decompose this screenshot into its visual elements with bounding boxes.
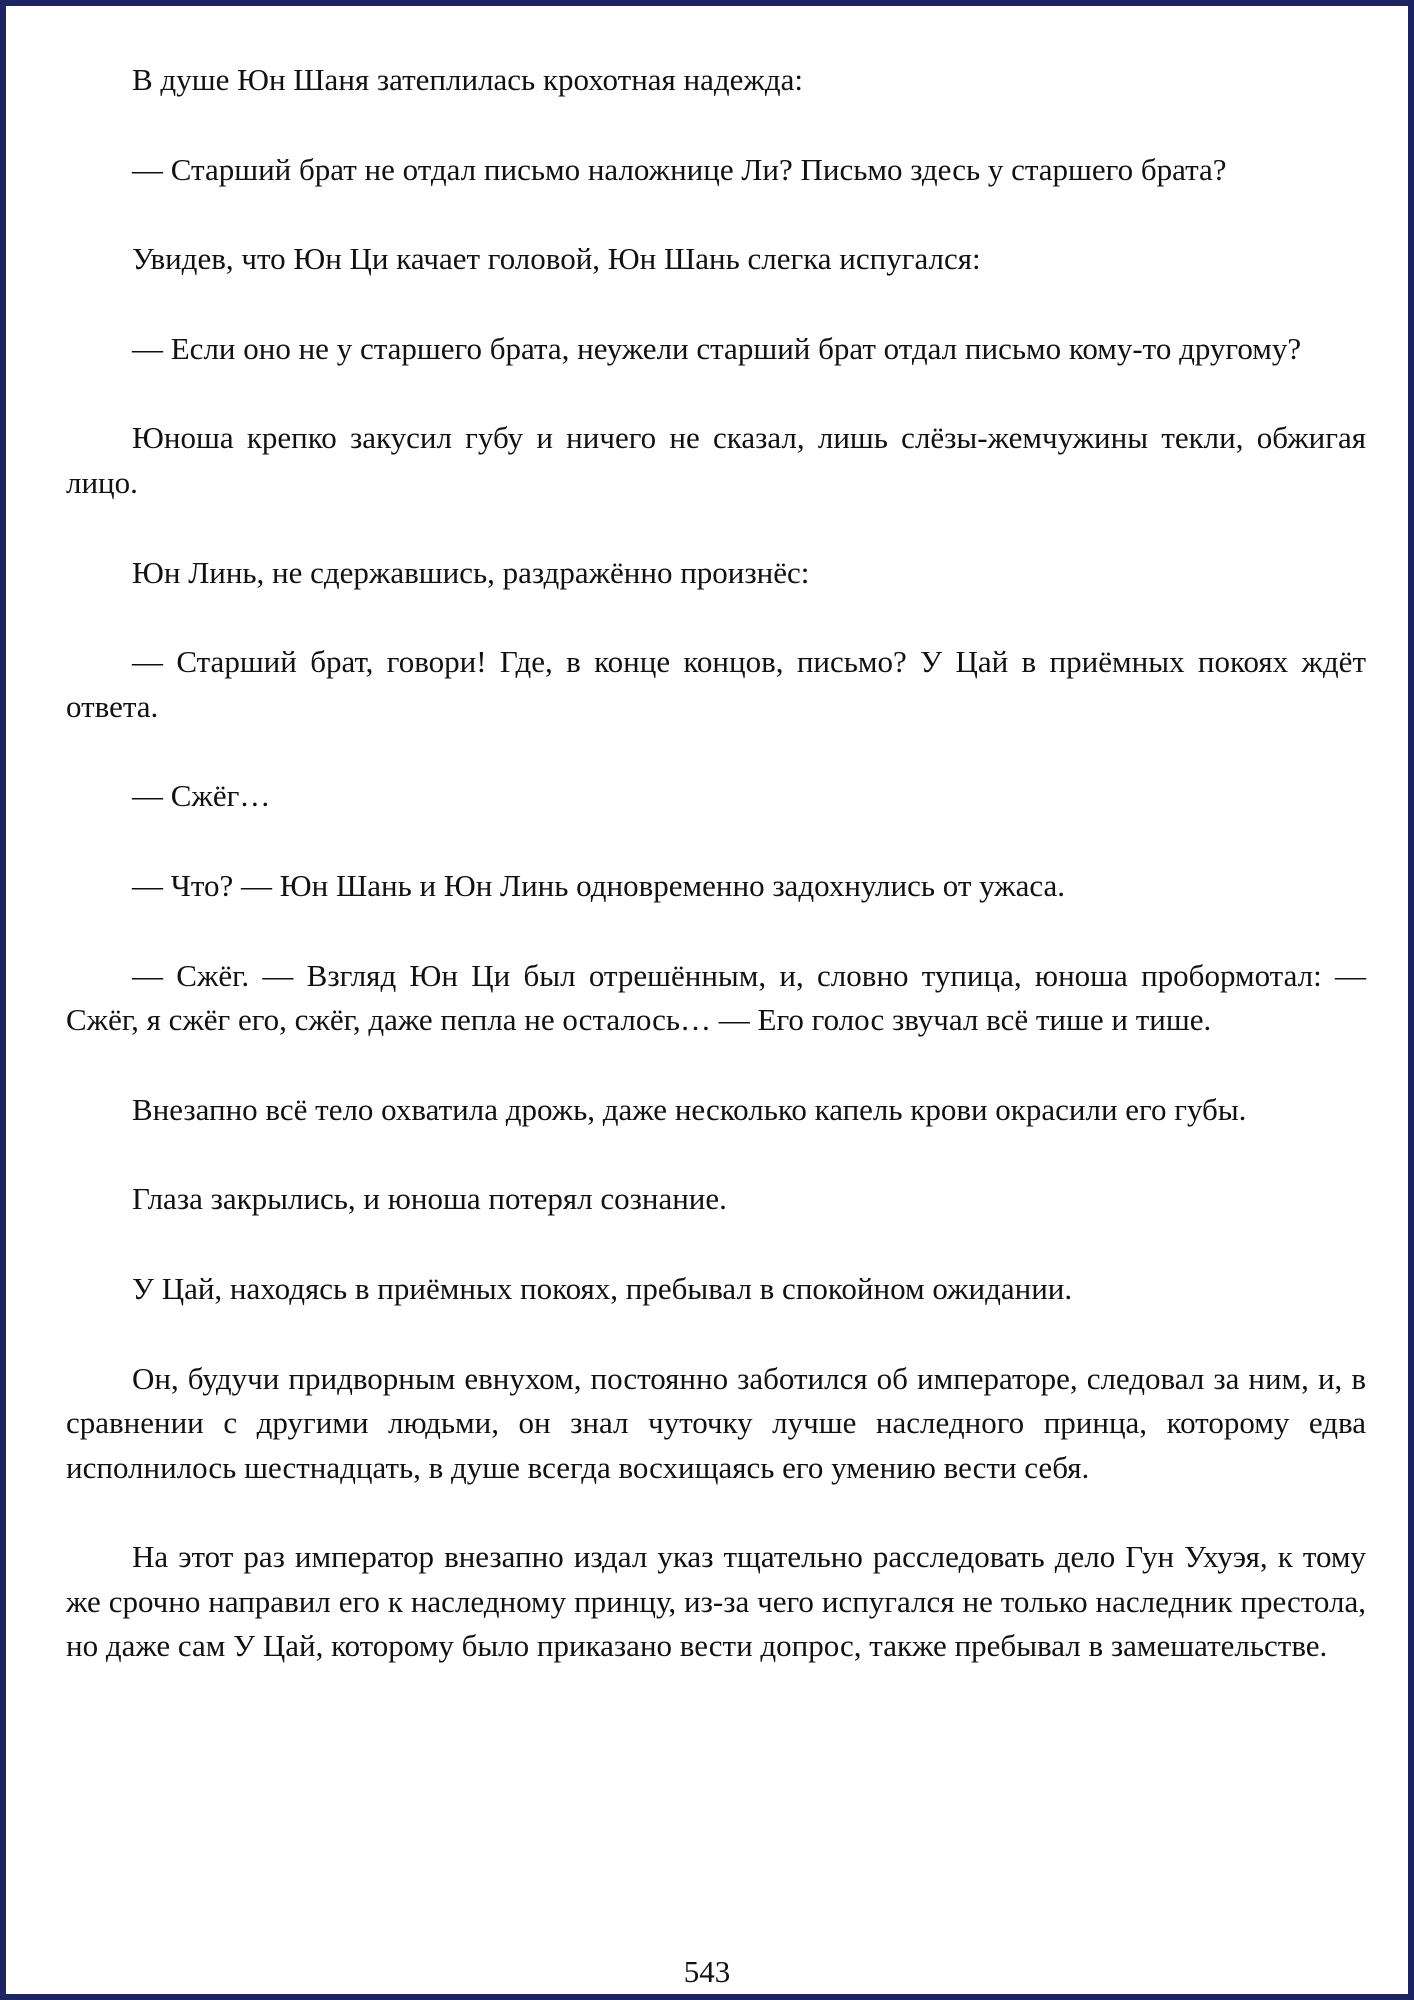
paragraph: — Если оно не у старшего брата, неужели старший брат отдал письмо кому-то другому? [132, 330, 1302, 366]
paragraph: Увидев, что Юн Ци качает головой, Юн Шань слегка испугался: [132, 241, 981, 277]
paragraph: — Сжёг… [132, 778, 271, 814]
paragraph: Юн Линь, не сдержавшись, раздражённо произнёс: [132, 554, 810, 590]
page-number: 543 [683, 1954, 731, 1989]
paragraph: — Старший брат не отдал письмо наложнице Ли? Письмо здесь у старшего брата? [132, 151, 1227, 187]
paragraph: Внезапно всё тело охватила дрожь, даже несколько капель крови окрасили его губы. [132, 1091, 1247, 1127]
paragraph: В душе Юн Шаня затеплилась крохотная надежда: [132, 62, 803, 97]
paragraph: На этот раз император внезапно издал указ тщательно расследовать дело Гун Ухуэя, к тому же срочно направил его к наследному принцу, из-за чего испугался не только наследник престола, но даже сам У Цай, которому было приказано вести допрос, также пребывал в замешательстве. [66, 1539, 1366, 1664]
page-text [66, 58, 1366, 1714]
paragraph: Глаза закрылись, и юноша потерял сознание. [132, 1181, 727, 1217]
paragraph: У Цай, находясь в приёмных покоях, пребывал в спокойном ожидании. [132, 1270, 1073, 1306]
paragraph: — Сжёг. — Взгляд Юн Ци был отрешённым, и, словно тупица, юноша пробормотал: — Сжёг, я сжёг его, сжёг, даже пепла не осталось… — Его голос звучал всё тише и тише. [66, 957, 1366, 1038]
paragraph: Юноша крепко закусил губу и ничего не сказал, лишь слёзы-жемчужины текли, обжигая лицо. [66, 420, 1366, 500]
paragraph: Он, будучи придворным евнухом, постоянно заботился об императоре, следовал за ним, и, в сравнении с другими людьми, он знал чуточку лучше наследного принца, которому едва исполнилось шестнадцать, в душе всегда восхищаясь его умению вести себя. [66, 1360, 1366, 1485]
paragraph: — Что? — Юн Шань и Юн Линь одновременно задохнулись от ужаса. [132, 867, 1066, 903]
paragraph: — Старший брат, говори! Где, в конце концов, письмо? У Цай в приёмных покоях ждёт ответа. [66, 644, 1366, 724]
